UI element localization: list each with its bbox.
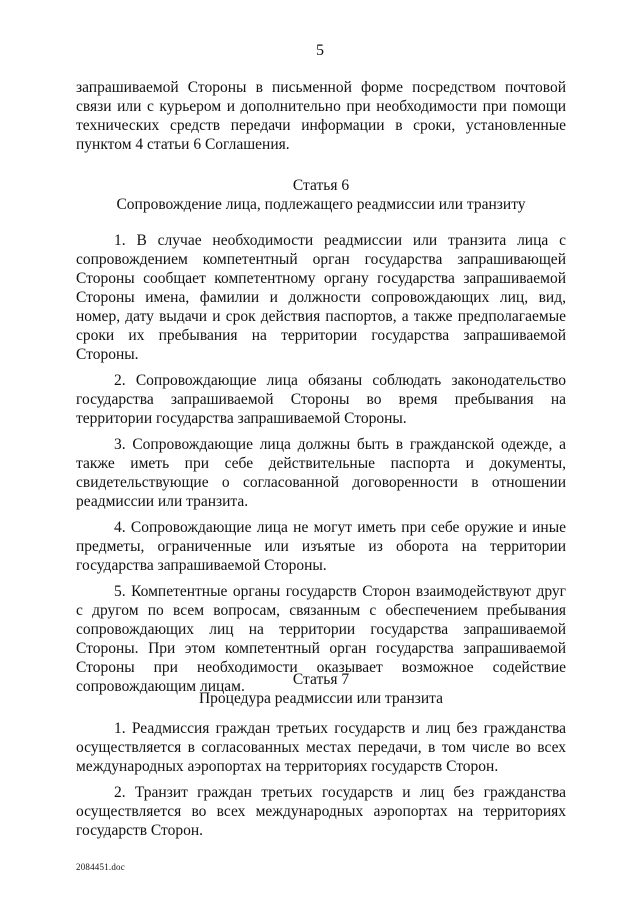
article-6-header	[76, 176, 566, 214]
article-6-title: Статья 6	[292, 177, 350, 194]
article-7-paragraph-2: 2. Транзит граждан третьих государств и лиц без гражданства осуществляется во всех международных аэропортах на территориях государств Сторон.	[76, 784, 566, 839]
article-7-title: Статья 7	[292, 671, 350, 688]
article-6-subtitle: Сопровождение лица, подлежащего реадмиссии или транзиту	[116, 196, 526, 213]
article-7-body	[76, 719, 566, 840]
page-number: 5	[316, 42, 324, 59]
intro-paragraph-block	[76, 78, 566, 154]
article-6-paragraph-5: 5. Компетентные органы государств Сторон взаимодействуют друг с другом по всем вопросам, связанным с обеспечением пребывания сопровождающих лиц на территории государства запрашиваемой Стороны. При этом компетентный орган государства запрашиваемой Стороны при необходимости оказывает возможное содействие сопровождающим лицам.	[76, 583, 566, 695]
article-7-paragraph-1: 1. Реадмиссия граждан третьих государств и лиц без гражданства осуществляется в согласованных местах передачи, в том числе во всех международных аэропортах на территориях государств Сторон.	[76, 720, 566, 775]
intro-paragraph: запрашиваемой Стороны в письменной форме посредством почтовой связи или с курьером и дополнительно при необходимости при помощи технических средств передачи информации в сроки, установленные пунктом 4 статьи 6 Соглашения.	[76, 79, 566, 153]
article-6-paragraph-2: 2. Сопровождающие лица обязаны соблюдать законодательство государства запрашиваемой Стороны во время пребывания на территории государства запрашиваемой Стороны.	[76, 372, 566, 427]
footer-document-code: 2084451.doc	[76, 862, 125, 872]
article-6-body	[76, 231, 566, 696]
article-7-header	[76, 670, 566, 708]
article-7-subtitle: Процедура реадмиссии или транзита	[198, 690, 444, 707]
article-6-paragraph-4: 4. Сопровождающие лица не могут иметь при себе оружие и иные предметы, ограниченные или изъятые из оборота на территории государства запрашиваемой Стороны.	[76, 519, 566, 574]
article-6-paragraph-1: 1. В случае необходимости реадмиссии или транзита лица с сопровождением компетентный орган государства запрашивающей Стороны сообщает компетентному органу государства запрашиваемой Стороны имена, фамилии и должности сопровождающих лиц, вид, номер, дату выдачи и срок действия паспортов, а также предполагаемые сроки их пребывания на территории государства запрашиваемой Стороны.	[76, 232, 566, 363]
article-6-paragraph-3: 3. Сопровождающие лица должны быть в гражданской одежде, а также иметь при себе действительные паспорта и документы, свидетельствующие о согласованной договоренности в отношении реадмиссии или транзита.	[76, 436, 566, 510]
